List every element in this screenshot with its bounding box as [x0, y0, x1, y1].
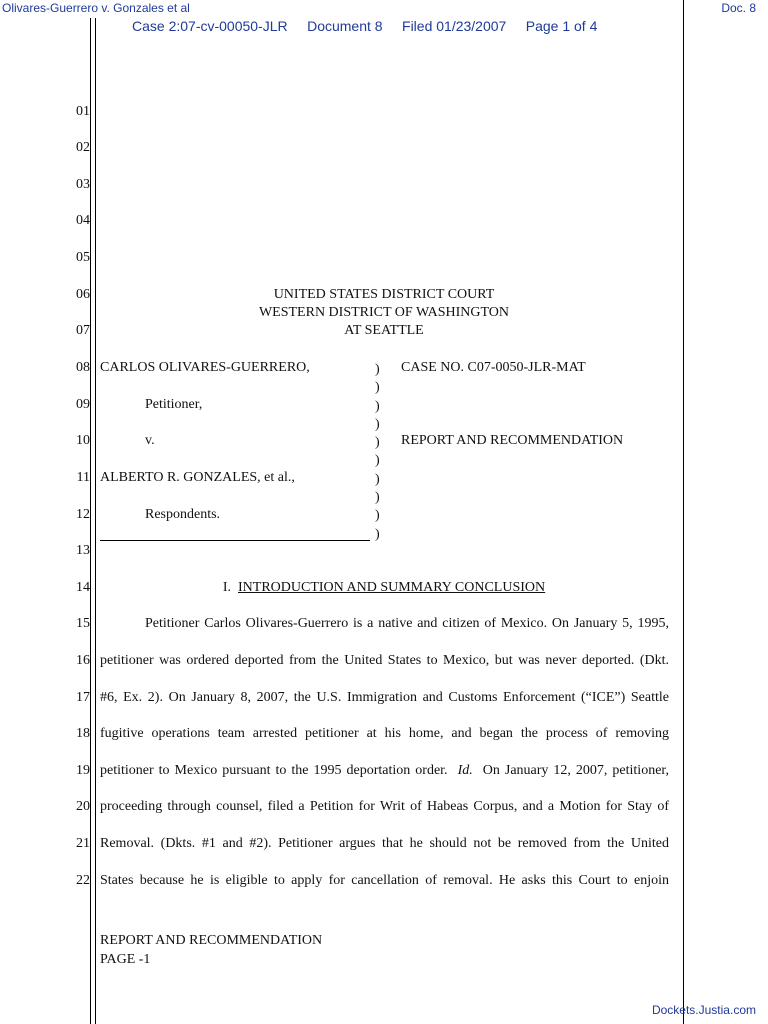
line-number: 06 — [76, 287, 90, 302]
petitioner-role: Petitioner, — [145, 397, 203, 412]
caption-paren: ) — [375, 472, 380, 487]
line-number: 11 — [76, 470, 90, 485]
body-line: States because he is eligible to apply for cancellation of removal. He asks this Court to enjoin — [100, 873, 669, 888]
line-number: 04 — [76, 213, 90, 228]
caption-paren: ) — [375, 399, 380, 414]
caption-paren: ) — [375, 508, 380, 523]
court-location: AT SEATTLE — [344, 323, 424, 338]
section-title: INTRODUCTION AND SUMMARY CONCLUSION — [238, 580, 546, 595]
body-line — [100, 763, 669, 779]
caption-paren: ) — [375, 417, 380, 432]
caption-paren: ) — [375, 490, 380, 505]
line-number: 17 — [76, 690, 90, 705]
line-number: 18 — [76, 726, 90, 741]
caption-paren: ) — [375, 435, 380, 450]
caption-paren: ) — [375, 380, 380, 395]
id-citation: Id. — [457, 763, 473, 778]
respondent-role: Respondents. — [145, 507, 221, 522]
body-line: proceeding through counsel, filed a Petition for Writ of Habeas Corpus, and a Motion for Stay of — [100, 799, 669, 814]
case-title-link[interactable]: Olivares-Guerrero v. Gonzales et al — [2, 1, 190, 15]
left-margin-line-2 — [95, 18, 96, 1024]
body-line: Petitioner Carlos Olivares-Guerrero is a native and citizen of Mexico. On January 5, 1995, — [145, 616, 669, 631]
line-number: 14 — [76, 580, 90, 595]
line-number: 12 — [76, 507, 90, 522]
line-number: 08 — [76, 360, 90, 375]
line-number: 10 — [76, 433, 90, 448]
footer-title: REPORT AND RECOMMENDATION — [100, 933, 323, 948]
court-district: WESTERN DISTRICT OF WASHINGTON — [258, 305, 510, 320]
line-number: 02 — [76, 140, 90, 155]
petitioner-name: CARLOS OLIVARES-GUERRERO, — [100, 360, 310, 375]
line-number: 07 — [76, 323, 90, 338]
line-number: 09 — [76, 397, 90, 412]
line-number: 16 — [76, 653, 90, 668]
versus: v. — [145, 433, 155, 448]
body-line: fugitive operations team arrested petitioner at his home, and began the process of removing — [100, 726, 669, 741]
respondent-name: ALBERTO R. GONZALES, et al., — [100, 470, 295, 485]
line-number: 22 — [76, 873, 90, 888]
body-line: Removal. (Dkts. #1 and #2). Petitioner argues that he should not be removed from the United — [100, 836, 669, 851]
body-line: petitioner was ordered deported from the United States to Mexico, but was never deported. (Dkt. — [100, 653, 669, 668]
line-number: 15 — [76, 616, 90, 631]
body-line-text: petitioner to Mexico pursuant to the 1995 deportation order. — [100, 763, 448, 778]
caption-paren: ) — [375, 453, 380, 468]
caption-paren: ) — [375, 362, 380, 377]
right-margin-line — [683, 0, 684, 1024]
filing-header: Case 2:07-cv-00050-JLR Document 8 Filed 01/23/2007 Page 1 of 4 — [132, 18, 598, 34]
case-number: CASE NO. C07-0050-JLR-MAT — [401, 360, 586, 375]
line-number: 05 — [76, 250, 90, 265]
document-title: REPORT AND RECOMMENDATION — [401, 433, 624, 448]
left-margin-line-1 — [90, 18, 91, 1024]
line-number: 21 — [76, 836, 90, 851]
footer-page: PAGE -1 — [100, 952, 151, 967]
section-number: I. — [222, 580, 232, 595]
doc-link[interactable]: Doc. 8 — [721, 1, 756, 15]
body-line: #6, Ex. 2). On January 8, 2007, the U.S. Immigration and Customs Enforcement (“ICE”) Seattle — [100, 690, 669, 705]
line-number: 03 — [76, 177, 90, 192]
line-number: 19 — [76, 763, 90, 778]
caption-paren: ) — [375, 527, 380, 542]
body-line-text: On January 12, 2007, petitioner, — [482, 763, 670, 778]
line-number: 01 — [76, 104, 90, 119]
section-heading — [100, 580, 668, 596]
line-number: 20 — [76, 799, 90, 814]
caption-rule — [100, 540, 370, 541]
court-name: UNITED STATES DISTRICT COURT — [273, 287, 495, 302]
source-link[interactable]: Dockets.Justia.com — [651, 1003, 756, 1017]
line-number: 13 — [76, 543, 90, 558]
